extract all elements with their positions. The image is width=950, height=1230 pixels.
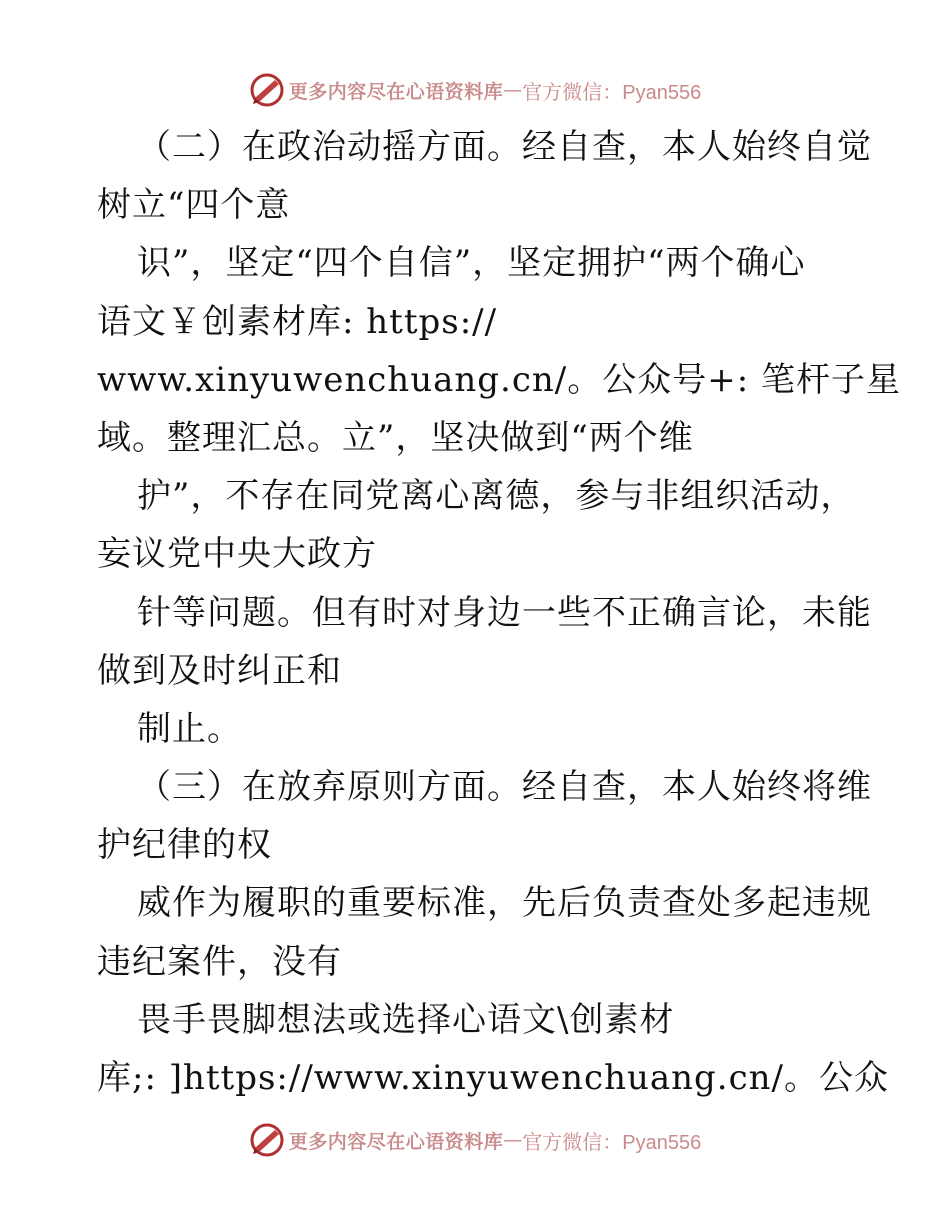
body-line: 针等问题。但有时对身边一些不正确言论，未能 [137, 592, 872, 633]
pen-logo-icon [249, 72, 285, 108]
body-line: 护纪律的权 [97, 825, 272, 866]
document-body [97, 118, 901, 1107]
body-line: 妄议党中央大政方 [97, 534, 377, 575]
body-line: 威作为履职的重要标准，先后负责查处多起违规 [137, 883, 872, 924]
body-line: 识”，坚定“四个自信”，坚定拥护“两个确心 [137, 243, 806, 284]
header-contact: 官方微信：Pyan556 [522, 81, 702, 104]
body-line: 做到及时纠正和 [97, 650, 342, 691]
footer-banner [0, 1120, 950, 1160]
header-banner [0, 70, 950, 110]
pen-logo-icon [249, 1122, 285, 1158]
body-line: 畏手畏脚想法或选择心语文\创素材 [137, 999, 675, 1040]
body-line: （三）在放弃原则方面。经自查，本人始终将维 [137, 767, 872, 808]
header-banner-separator: — [503, 79, 523, 101]
footer-banner-separator: — [503, 1129, 523, 1151]
body-line: 树立“四个意 [97, 185, 291, 226]
footer-contact: 官方微信：Pyan556 [522, 1131, 702, 1154]
body-line: 域。整理汇总。立”，坚决做到“两个维 [97, 417, 694, 458]
header-banner-text: 更多内容尽在心语资料库 [288, 80, 504, 103]
body-line: 库;: ]https://www.xinyuwenchuang.cn/。公众 [97, 1058, 890, 1098]
body-line: www.xinyuwenchuang.cn/。公众号+: 笔杆子星 [97, 359, 901, 400]
footer-banner-text: 更多内容尽在心语资料库 [288, 1130, 504, 1153]
body-line: 制止。 [137, 708, 242, 749]
body-line: 违纪案件，没有 [97, 941, 342, 982]
body-line: （二）在政治动摇方面。经自查，本人始终自觉 [137, 127, 872, 167]
body-line: 护”，不存在同党离心离德，参与非组织活动， [137, 476, 856, 517]
body-line: 语文￥创素材库: https:// [97, 301, 498, 342]
